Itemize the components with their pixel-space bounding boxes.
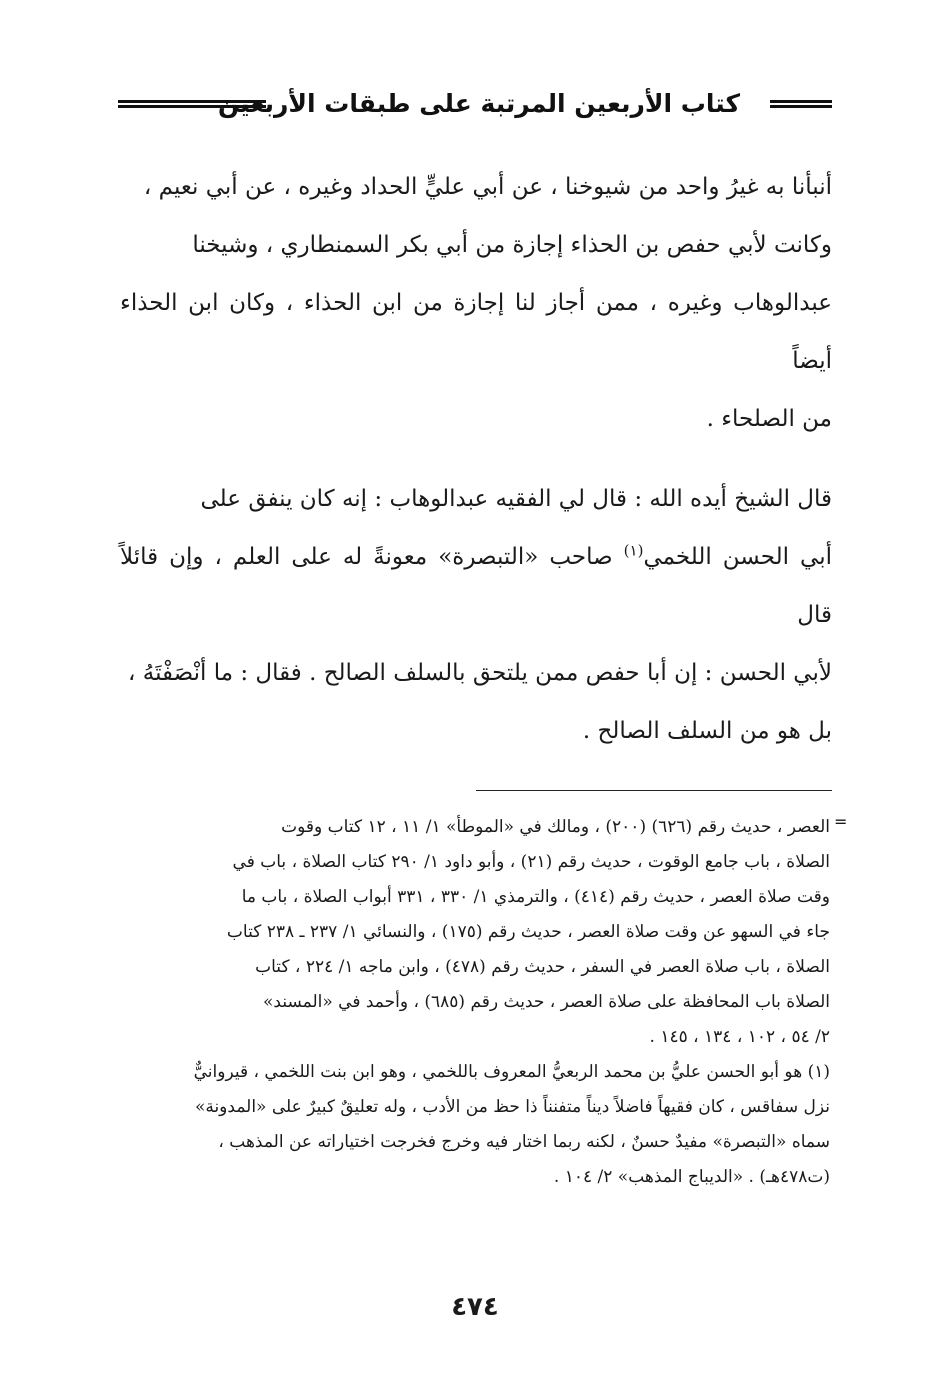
footnote-reference[interactable]: (١) [623,541,644,560]
text-line: بل هو من السلف الصالح . [582,718,832,744]
footnote-line: (ت٤٧٨هـ) . «الديباج المذهب» ٢/ ١٠٤ . [553,1167,830,1187]
text-line: من الصلحاء . [706,406,832,432]
footnote-1 [122,1055,830,1195]
paragraph-2 [120,470,832,760]
footnote-line: سماه «التبصرة» مفيدٌ حسنٌ ، لكنه ربما اختار فيه وخرج فخرجت اختياراته عن المذهب ، [218,1132,830,1152]
header-rule-left [118,100,266,108]
text-line: أنبأنا به غيرُ واحد من شيوخنا ، عن أبي عليٍّ الحداد وغيره ، عن أبي نعيم ، [143,174,832,200]
text-line [120,528,832,644]
footnotes [122,810,830,1195]
page-number: ٤٧٤ [451,1292,499,1322]
header-rule-right [770,100,832,108]
footnote-continued [122,810,830,1055]
text-line: وكانت لأبي حفص بن الحذاء إجازة من أبي بكر السمنطاري ، وشيخنا [192,232,832,258]
paragraph-1 [120,158,832,448]
text-segment: صاحب «التبصرة» معونةً له على العلم ، وإن قائلاً قال [120,544,832,628]
footnote-line: الصلاة باب المحافظة على صلاة العصر ، حديث رقم (٦٨٥) ، وأحمد في «المسند» [263,992,830,1012]
footnote-separator [476,790,832,791]
text-line: قال الشيخ أيده الله : قال لي الفقيه عبدالوهاب : إنه كان ينفق على [200,486,832,512]
footnote-line: جاء في السهو عن وقت صلاة العصر ، حديث رقم (١٧٥) ، والنسائي ١/ ٢٣٧ ـ ٢٣٨ كتاب [226,922,830,942]
footnote-line: (١) هو أبو الحسن عليُّ بن محمد الربعيُّ المعروف باللخمي ، وهو ابن بنت اللخمي ، قيروانيٌّ [193,1062,830,1082]
running-header [118,86,832,126]
header-title: كتاب الأربعين المرتبة على طبقات الأربعين [217,89,740,118]
footnote-line: وقت صلاة العصر ، حديث رقم (٤١٤) ، والترمذي ١/ ٣٣٠ ، ٣٣١ أبواب الصلاة ، باب ما [241,887,830,907]
text-segment: أبي الحسن اللخمي [643,544,832,570]
text-line: عبدالوهاب وغيره ، ممن أجاز لنا إجازة من ابن الحذاء ، وكان ابن الحذاء أيضاً [120,290,832,374]
footnote-line: العصر ، حديث رقم (٦٢٦) (٢٠٠) ، ومالك في «الموطأ» ١/ ١١ ، ١٢ كتاب وقوت [281,817,830,837]
continuation-mark: = [834,812,848,831]
footnote-line: الصلاة ، باب صلاة العصر في السفر ، حديث رقم (٤٧٨) ، وابن ماجه ١/ ٢٢٤ ، كتاب [255,957,830,977]
footnote-line: ٢/ ٥٤ ، ١٠٢ ، ١٣٤ ، ١٤٥ . [649,1027,830,1047]
main-text [120,158,832,782]
footnote-line: الصلاة ، باب جامع الوقوت ، حديث رقم (٢١) ، وأبو داود ١/ ٢٩٠ كتاب الصلاة ، باب في [232,852,830,872]
footnote-line: نزل سفاقس ، كان فقيهاً فاضلاً ديناً متفنناً ذا حظ من الأدب ، وله تعليقٌ كبيرٌ على «المدونة» [194,1097,830,1117]
text-line: لأبي الحسن : إن أبا حفص ممن يلتحق بالسلف الصالح . فقال : ما أنْصَفْتَهُ ، [128,660,832,686]
